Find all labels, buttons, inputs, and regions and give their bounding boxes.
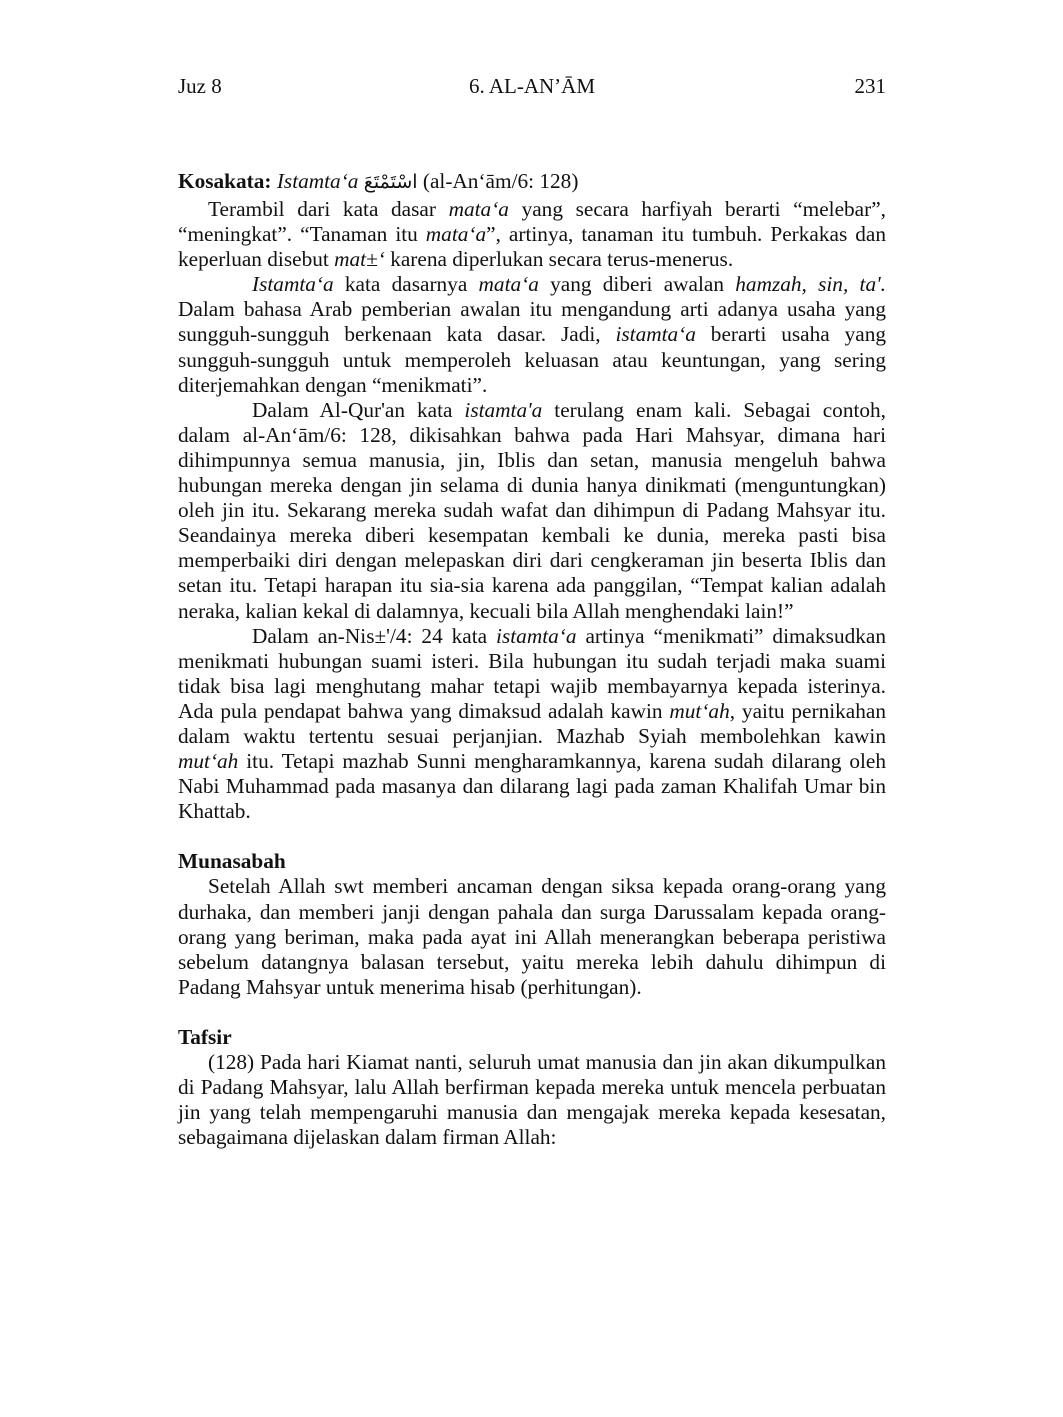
kosakata-term: Istamta‘a	[276, 169, 359, 193]
kosakata-label: Kosakata:	[178, 169, 272, 193]
juz-label: Juz 8	[178, 74, 222, 98]
kosakata-reference: (al-An‘ām/6: 128)	[422, 169, 579, 193]
kosakata-heading	[178, 166, 886, 197]
page-number: 231	[854, 74, 886, 98]
page-body	[178, 166, 886, 1150]
tafsir-paragraph: (128) Pada hari Kiamat nanti, seluruh umat manusia dan jin akan dikumpulkan di Padang Mahsyar, lalu Allah berfirman kepada mereka untuk mencela perbuatan jin yang telah mempengaruhi manusia dan mengajak mereka kepada kesesatan, sebagaimana dijelaskan dalam firman Allah:	[178, 1050, 886, 1150]
kosakata-arabic-word: اسْتَمْتَعَ	[363, 171, 418, 193]
kosakata-paragraph-4: Dalam an-Nis±'/4: 24 kata istamta‘a artinya “menikmati” dimaksudkan menikmati hubungan suami isteri. Bila hubungan itu sudah terjadi maka suami tidak bisa lagi menghutang mahar tetapi wajib membayarnya kepada isterinya. Ada pula pendapat bahwa yang dimaksud adalah kawin mut‘ah, yaitu pernikahan dalam waktu tertentu sesuai perjanjian. Mazhab Syiah membolehkan kawin mut‘ah itu. Tetapi mazhab Sunni mengharamkannya, karena sudah dilarang oleh Nabi Muhammad pada masanya dan dilarang lagi pada zaman Khalifah Umar bin Khattab.	[178, 623, 886, 824]
kosakata-paragraph-1: Terambil dari kata dasar mata‘a yang secara harfiyah berarti “melebar”, “meningkat”. “Tanaman itu mata‘a”, artinya, tanaman itu tumbuh. Perkakas dan keperluan disebut mat±‘ karena diperlukan secara terus-menerus.	[178, 197, 886, 272]
page-header	[178, 74, 886, 104]
kosakata-paragraph-2: Istamta‘a kata dasarnya mata‘a yang diberi awalan hamzah, sin, ta'. Dalam bahasa Arab pemberian awalan itu mengandung arti adanya usaha yang sungguh-sungguh berkenaan kata dasar. Jadi, istamta‘a berarti usaha yang sungguh-sungguh untuk memperoleh keluasan atau keuntungan, yang sering diterjemahkan dengan “menikmati”.	[178, 272, 886, 397]
kosakata-paragraph-3: Dalam Al-Qur'an kata istamta'a terulang enam kali. Sebagai contoh, dalam al-An‘ām/6: 128, dikisahkan bahwa pada Hari Mahsyar, dimana hari dihimpunnya semua manusia, jin, Iblis dan setan, manusia mengeluh bahwa hubungan mereka dengan jin selama di dunia hanya dinikmati (menguntungkan) oleh jin itu. Sekarang mereka sudah wafat dan dihimpun di Padang Mahsyar itu. Seandainya mereka diberi kesempatan kembali ke dunia, mereka pasti bisa memperbaiki diri dengan melepaskan diri dari cengkeraman jin beserta Iblis dan setan itu. Tetapi harapan itu sia-sia karena ada panggilan, “Tempat kalian adalah neraka, kalian kekal di dalamnya, kecuali bila Allah menghendaki lain!”	[178, 397, 887, 623]
surah-title: 6. AL-AN’ĀM	[469, 74, 595, 98]
tafsir-heading: Tafsir	[178, 1024, 232, 1049]
munasabah-paragraph: Setelah Allah swt memberi ancaman dengan siksa kepada orang-orang yang durhaka, dan memberi janji dengan pahala dan surga Darussalam kepada orang-orang yang beriman, maka pada ayat ini Allah menerangkan beberapa peristiwa sebelum datangnya balasan tersebut, yaitu mereka lebih dahulu dihimpun di Padang Mahsyar untuk menerima hisab (perhitungan).	[178, 874, 886, 999]
munasabah-heading: Munasabah	[178, 849, 286, 874]
